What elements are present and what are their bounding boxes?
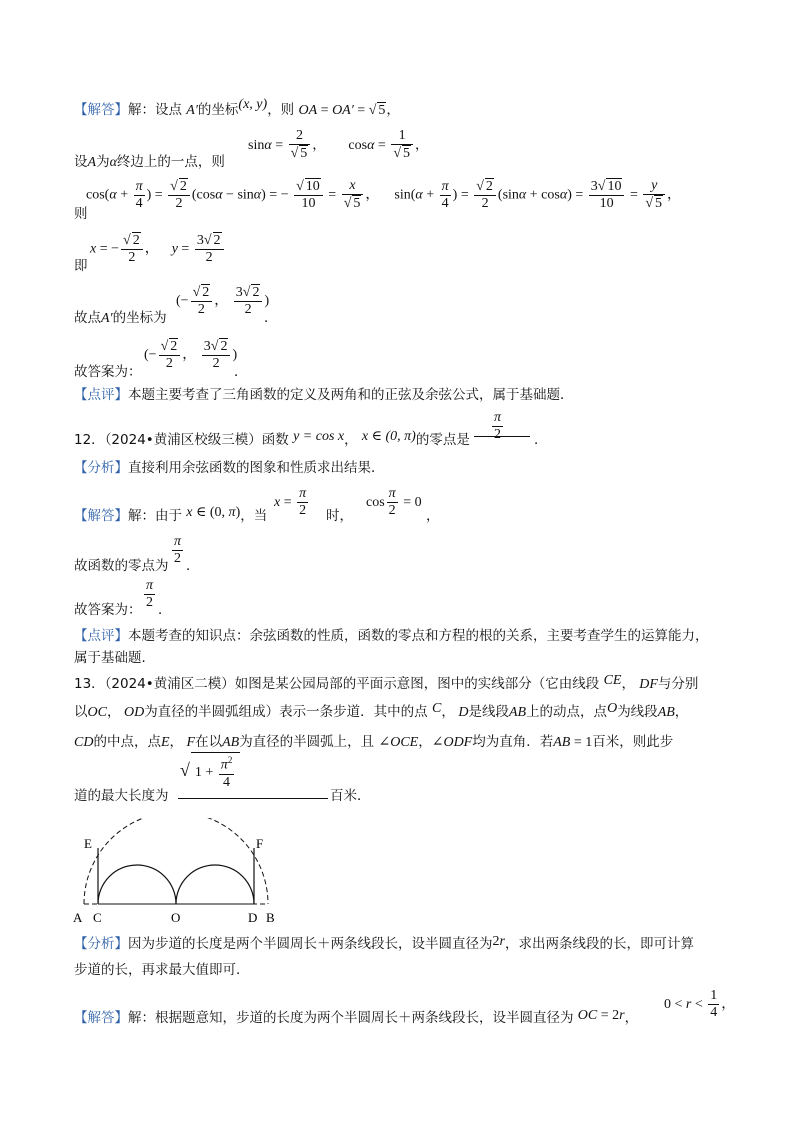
label-b: B — [266, 910, 275, 925]
semicircle-od — [176, 865, 254, 904]
xy-values: x = − $\frac{√ 2}{2}$ ， y = $\frac{3√ 2}{2}$ — [90, 232, 226, 266]
p13-analysis-1: 【分析】因为步道的长度是两个半圆周长＋两条线段长，设半圆直径为2r，求出两条线段的长，即可计算 — [74, 934, 694, 952]
oa-equation: OA — [298, 103, 318, 118]
label-f: F — [256, 836, 264, 851]
p11-comment: 【点评】本题主要考查了三角函数的定义及两角和的正弦及余弦公式，属于基础题． — [74, 387, 574, 403]
analysis-tag: 【分析】 — [74, 460, 128, 476]
p12-comment: 【点评】本题考查的知识点：余弦函数的性质，函数的零点和方程的根的关系，主要考查学生的运算能力， — [74, 628, 709, 644]
park-path-figure — [70, 818, 290, 928]
p11-line-1: 【解答】解：设点 A′的坐标(x, y)，则 OA = OA′ = √ 5， — [74, 97, 400, 118]
p12-analysis: 【分析】直接利用余弦函数的图象和性质求出结果． — [74, 460, 385, 476]
answer-value: (− $\frac{√ 2}{2}$ ， $\frac{3√ 2}{2}$ ) — [144, 339, 238, 372]
large-semicircle — [84, 818, 268, 904]
answer-blank: $\frac{\pi}{2}$ — [494, 410, 502, 443]
answer-blank-13: √ 1 + $\frac{\pi^2}{4}$ — [180, 752, 240, 793]
problem-13-line-2: 以OC， OD为直径的半圆弧组成）表示一条步道．其中的点 C， D是线段AB上的动点，点O为线段AB， — [74, 701, 689, 720]
comment-tag: 【点评】 — [74, 387, 128, 403]
problem-13-line-3: CD的中点，点E， F在以AB为直径的半圆弧上，且 ∠OCE，∠ODF均为直角．若AB = 1百米，则此步 — [74, 734, 674, 750]
problem-13-line-1: 13．（2024•黄浦区二模）如图是某公园局部的平面示意图，图中的实线部分（它由线段 CE， DF与分别 — [74, 673, 699, 692]
sin-cos-values: sinα = $\frac{2}{√ 5}$ ， cosα = $\frac{1}{√ 5}$ ， — [248, 128, 429, 162]
label-o: O — [171, 910, 181, 925]
answer-tag: 【解答】 — [74, 102, 128, 118]
semicircle-oc — [98, 865, 176, 904]
coordinate-result: (− $\frac{√ 2}{2}$ ， $\frac{3√ 2}{2}$ ) — [176, 285, 270, 318]
p13-analysis-2: 步道的长，再求最大值即可． — [74, 962, 250, 978]
p12-comment-2: 属于基础题． — [74, 650, 155, 666]
cos-sum-formula: cos(α + $\frac{\pi}{4}$ ) = $\frac{√ 2}{2}$ (cosα − sinα) = − $\frac{√ 10}{10}$ = $\frac{x}{√ 5}$ ， sin(α + $\frac{\pi}{4}$ ) = $\frac{√ 2}{2}$ (sinα + cosα) = $\frac{3√ 10}{10}$ = $\frac{y}{√ 5}$ ， — [86, 178, 682, 212]
label-c: C — [93, 910, 102, 925]
label-a: A — [73, 910, 83, 925]
label-d: D — [248, 910, 258, 925]
label-e: E — [84, 836, 92, 851]
